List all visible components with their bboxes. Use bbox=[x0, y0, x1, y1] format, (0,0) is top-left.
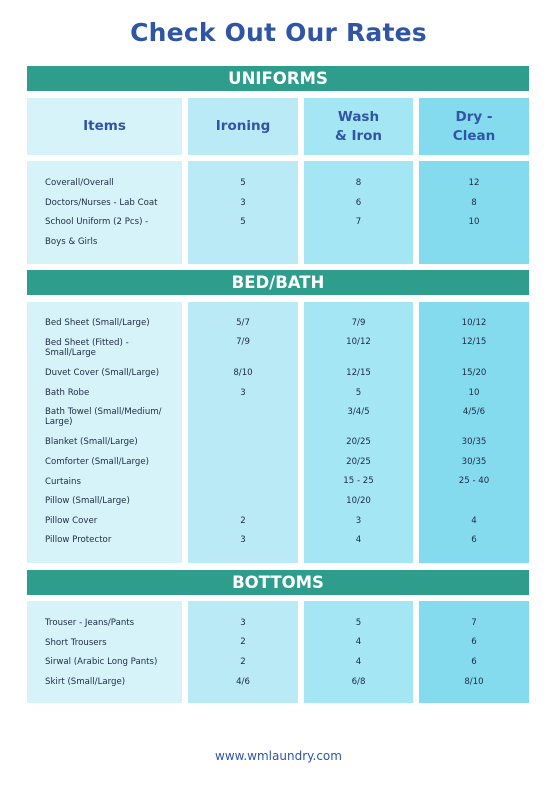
item-name: Doctors/Nurses - Lab Coat bbox=[45, 198, 158, 208]
ironing-price: 7/9 bbox=[236, 337, 250, 347]
dry-price: 8 bbox=[471, 198, 477, 208]
dry-price: 7 bbox=[471, 618, 477, 628]
wash-price: 10/12 bbox=[346, 337, 371, 347]
website-link[interactable]: www.wmlaundry.com bbox=[215, 749, 342, 763]
column-header-dry-line2: Clean bbox=[452, 127, 496, 144]
dry-price: 30/35 bbox=[461, 437, 487, 447]
column-header-wash-iron bbox=[304, 98, 413, 155]
item-name: Blanket (Small/Large) bbox=[45, 437, 138, 447]
item-name: Skirt (Small/Large) bbox=[45, 677, 126, 687]
dry-price: 4 bbox=[471, 516, 477, 526]
item-name: Pillow Cover bbox=[45, 516, 98, 526]
item-name-line1: Bath Towel (Small/Medium/ bbox=[45, 407, 162, 417]
wash-price: 4 bbox=[355, 535, 362, 545]
dry-price: 12/15 bbox=[461, 337, 487, 347]
wash-price: 15 - 25 bbox=[343, 476, 374, 486]
item-name: Sirwal (Arabic Long Pants) bbox=[45, 657, 158, 667]
ironing-price: 3 bbox=[240, 535, 246, 545]
ironing-price: 4/6 bbox=[236, 677, 250, 687]
dry-price: 25 - 40 bbox=[458, 476, 490, 486]
item-name: Curtains bbox=[45, 477, 81, 487]
column-header-wash-line1: Wash bbox=[337, 108, 380, 125]
item-name: Comforter (Small/Large) bbox=[45, 457, 150, 467]
column-header-ironing bbox=[188, 98, 298, 155]
column-header-items bbox=[27, 98, 182, 155]
uniforms-wash-column bbox=[304, 161, 413, 264]
column-header-dry-line1: Dry - bbox=[455, 108, 493, 125]
column-header-wash-line2: & Iron bbox=[334, 127, 383, 144]
wash-price: 4 bbox=[355, 637, 362, 647]
dry-price: 30/35 bbox=[461, 457, 487, 467]
wash-price: 3 bbox=[355, 516, 362, 526]
dry-price: 10 bbox=[468, 388, 480, 398]
dry-price: 15/20 bbox=[461, 368, 487, 378]
item-name: Boys & Girls bbox=[45, 237, 98, 247]
ironing-price: 2 bbox=[240, 516, 246, 526]
column-header-items-label: Items bbox=[83, 118, 126, 134]
column-header-ironing-label: Ironing bbox=[215, 118, 271, 134]
uniforms-ironing-column bbox=[188, 161, 298, 264]
wash-price: 8 bbox=[355, 178, 362, 188]
item-name-line2: Small/Large bbox=[45, 348, 96, 358]
item-name: Pillow Protector bbox=[45, 535, 112, 545]
dry-price: 6 bbox=[471, 657, 477, 667]
item-name-line1: Bed Sheet (Fitted) - bbox=[45, 338, 129, 348]
column-header-dry-clean bbox=[419, 98, 529, 155]
wash-price: 7 bbox=[355, 217, 362, 227]
dry-price: 8/10 bbox=[464, 677, 484, 687]
item-name: Pillow (Small/Large) bbox=[45, 496, 130, 506]
wash-price: 20/25 bbox=[346, 437, 371, 447]
section-header-bedbath: BED/BATH bbox=[27, 270, 529, 295]
ironing-price: 3 bbox=[240, 618, 246, 628]
dry-price: 6 bbox=[471, 637, 477, 647]
wash-price: 20/25 bbox=[346, 457, 371, 467]
item-name: Bath Robe bbox=[45, 388, 90, 398]
section-header-uniforms: UNIFORMS bbox=[27, 66, 529, 91]
dry-price: 10 bbox=[468, 217, 480, 227]
ironing-price: 3 bbox=[240, 388, 246, 398]
wash-price: 5 bbox=[355, 388, 362, 398]
wash-price: 4 bbox=[355, 657, 362, 667]
wash-price: 5 bbox=[355, 618, 362, 628]
item-name: Duvet Cover (Small/Large) bbox=[45, 368, 160, 378]
item-name: School Uniform (2 Pcs) - bbox=[45, 217, 149, 227]
item-name: Short Trousers bbox=[45, 638, 107, 648]
item-name: Coverall/Overall bbox=[45, 178, 114, 188]
wash-price: 6 bbox=[355, 198, 362, 208]
ironing-price: 2 bbox=[240, 637, 246, 647]
ironing-price: 8/10 bbox=[233, 368, 253, 378]
wash-price: 7/9 bbox=[351, 318, 366, 328]
item-name-line2: Large) bbox=[45, 417, 73, 427]
wash-price: 3/4/5 bbox=[347, 407, 370, 417]
uniforms-items-column bbox=[27, 161, 182, 264]
dry-price: 10/12 bbox=[461, 318, 487, 328]
wash-price: 6/8 bbox=[351, 677, 366, 687]
wash-price: 10/20 bbox=[346, 496, 371, 506]
ironing-price: 3 bbox=[240, 198, 246, 208]
wash-price: 12/15 bbox=[346, 368, 371, 378]
item-name: Bed Sheet (Small/Large) bbox=[45, 318, 150, 328]
item-name: Trouser - Jeans/Pants bbox=[45, 618, 135, 628]
dry-price: 12 bbox=[468, 178, 480, 188]
ironing-price: 5 bbox=[240, 217, 246, 227]
section-header-bottoms: BOTTOMS bbox=[27, 570, 529, 595]
ironing-price: 5 bbox=[240, 178, 246, 188]
dry-price: 6 bbox=[471, 535, 477, 545]
uniforms-dry-column bbox=[419, 161, 529, 264]
ironing-price: 5/7 bbox=[236, 318, 250, 328]
page-title: Check Out Our Rates bbox=[130, 18, 427, 47]
dry-price: 4/5/6 bbox=[462, 407, 486, 417]
ironing-price: 2 bbox=[240, 657, 246, 667]
